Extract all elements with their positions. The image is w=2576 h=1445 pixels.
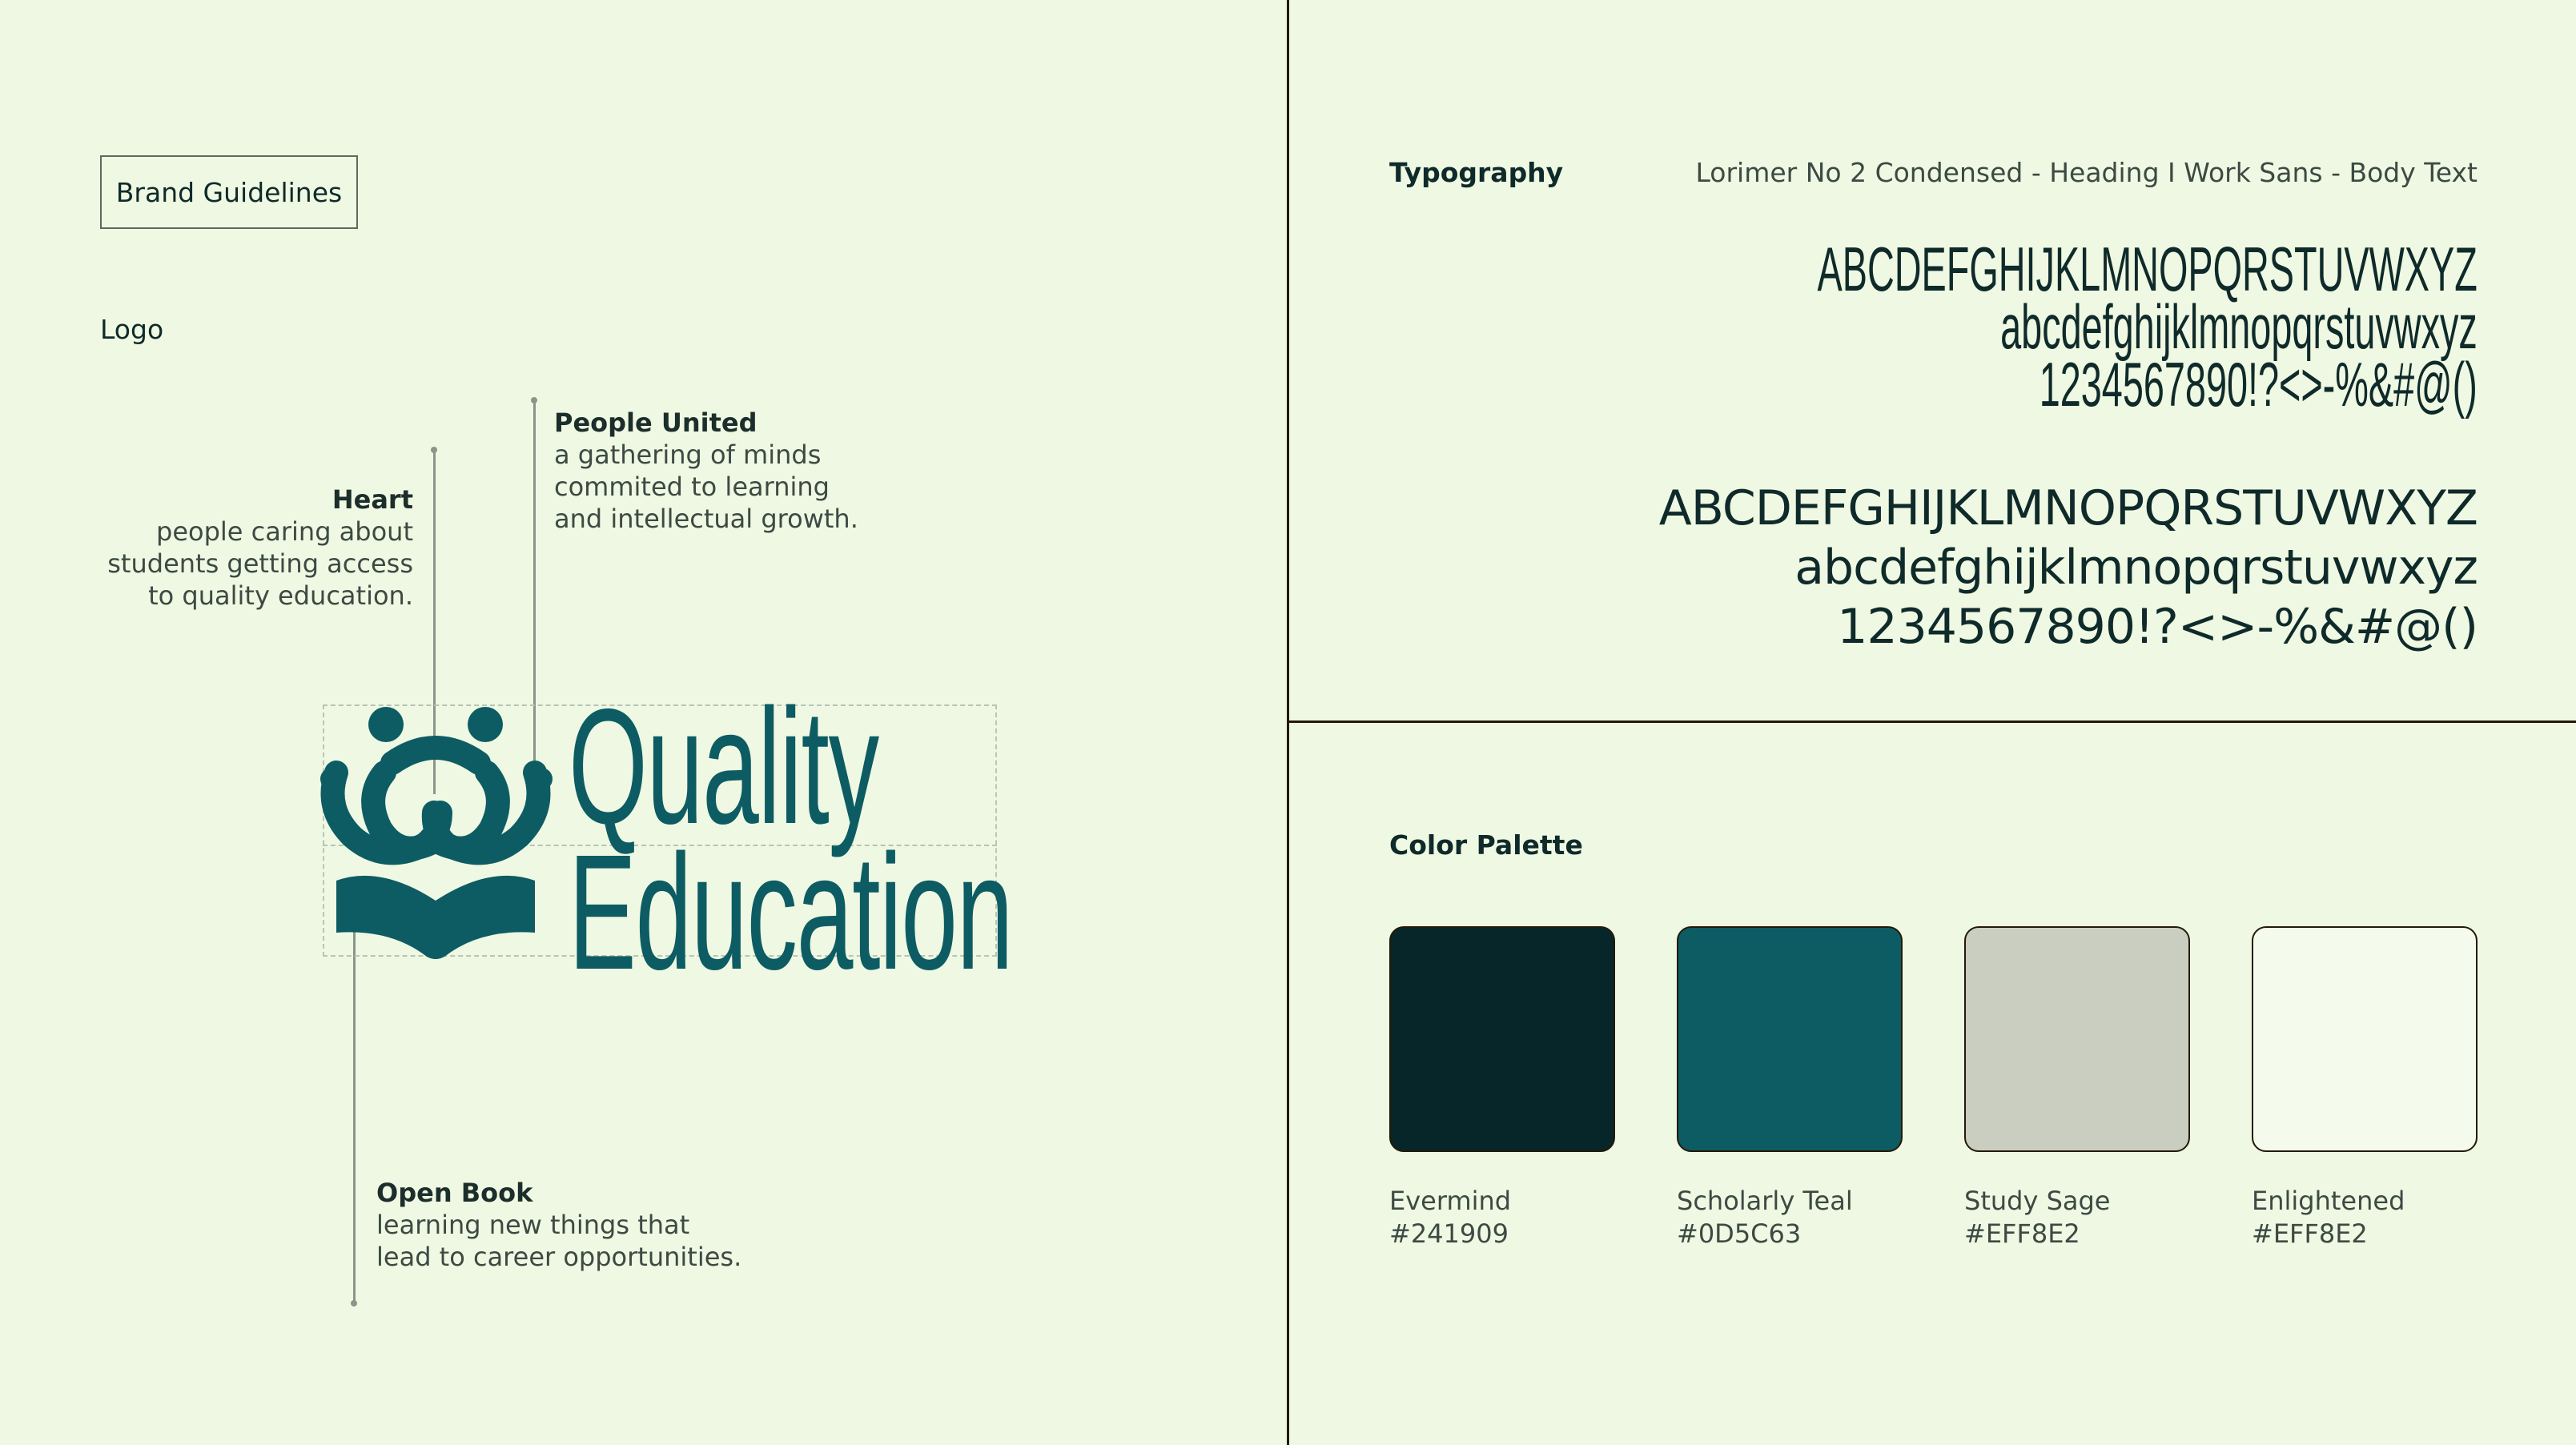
annotation-heart-line: students getting access (107, 548, 413, 579)
body-sample-numbers: 1234567890!?<>-%&#@() (1837, 599, 2478, 655)
heading-sample-uppercase: ABCDEFGHIJKLMNOPQRSTUVWXYZ (1817, 234, 2478, 304)
heading-sample-numbers: 1234567890!?<>-%&#@() (2039, 349, 2478, 419)
logo-wordmark-line1: Quality (569, 675, 878, 858)
annotation-book-title: Open Book (376, 1178, 533, 1208)
swatch-label-study-sage (1964, 1185, 2110, 1250)
color-hex: #EFF8E2 (1964, 1218, 2080, 1249)
color-name: Evermind (1389, 1186, 1512, 1216)
people-leader-dot (531, 397, 537, 403)
book-leader-line (353, 913, 356, 1305)
annotation-open-book (376, 1177, 873, 1273)
heading-font-samples (1377, 234, 2478, 419)
annotation-people-united (554, 407, 971, 535)
body-sample-uppercase: ABCDEFGHIJKLMNOPQRSTUVWXYZ (1658, 480, 2478, 536)
color-name: Study Sage (1964, 1186, 2111, 1216)
horizontal-divider (1287, 720, 2576, 723)
typography-fonts-caption: Lorimer No 2 Condensed - Heading I Work Sans - Body Text (1695, 157, 2478, 188)
body-sample-lowercase: abcdefghijklmnopqrstuvwxyz (1794, 540, 2478, 596)
heart-leader-dot (431, 447, 437, 453)
book-leader-dot (351, 1300, 357, 1307)
color-hex: #EFF8E2 (2252, 1218, 2368, 1249)
swatch-enlightened (2252, 926, 2478, 1152)
color-hex: #241909 (1389, 1218, 1509, 1249)
swatch-label-scholarly-teal (1677, 1185, 1853, 1250)
annotation-people-title: People United (554, 407, 758, 438)
annotation-book-line: lead to career opportunities. (376, 1242, 742, 1272)
brand-guidelines-label: Brand Guidelines (100, 155, 358, 229)
logo-wordmark-line2: Education (569, 821, 1013, 1004)
logo-mark-icon (320, 700, 553, 965)
logo-section-title: Logo (100, 314, 164, 345)
color-palette-title: Color Palette (1389, 829, 1583, 861)
color-name: Scholarly Teal (1677, 1186, 1853, 1216)
heading-sample-lowercase: abcdefghijklmnopqrstuvwxyz (2000, 291, 2478, 362)
body-font-samples (1659, 479, 2478, 656)
swatch-evermind (1389, 926, 1615, 1152)
swatch-label-evermind (1389, 1185, 1511, 1250)
annotation-heart-line: people caring about (156, 516, 413, 547)
annotation-people-line: commited to learning (554, 472, 830, 502)
annotation-people-line: a gathering of minds (554, 440, 822, 470)
swatch-study-sage (1964, 926, 2190, 1152)
swatch-label-enlightened (2252, 1185, 2405, 1250)
annotation-heart-title: Heart (332, 484, 413, 515)
color-name: Enlightened (2252, 1186, 2405, 1216)
annotation-heart-line: to quality education. (148, 580, 413, 611)
typography-title: Typography (1389, 157, 1564, 188)
annotation-book-line: learning new things that (376, 1210, 690, 1240)
annotation-heart (0, 484, 413, 612)
swatch-scholarly-teal (1677, 926, 1903, 1152)
annotation-people-line: and intellectual growth. (554, 504, 858, 534)
color-hex: #0D5C63 (1677, 1218, 1802, 1249)
